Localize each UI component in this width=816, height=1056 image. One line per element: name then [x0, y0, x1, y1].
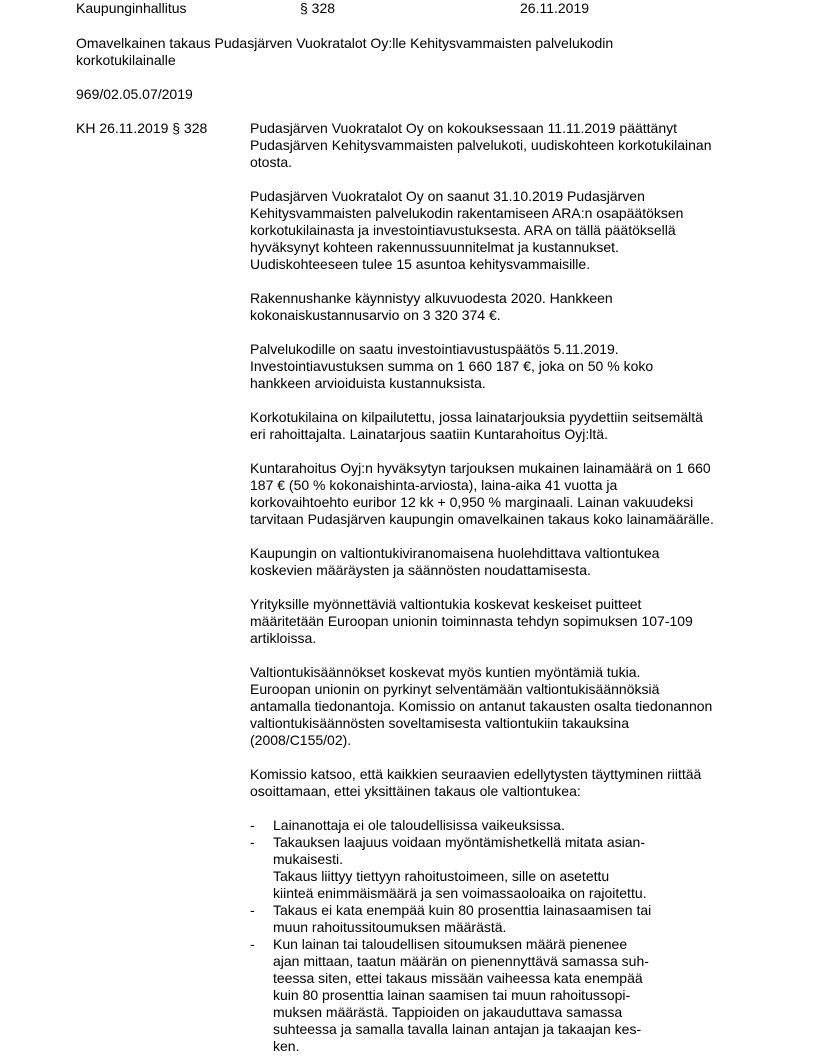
condition-line: Takaus liittyy tiettyyn rahoitustoimeen, sille on asetettu [273, 868, 610, 884]
body-paragraphs [250, 120, 790, 800]
list-bullet-icon: - [250, 902, 255, 918]
list-bullet-icon: - [250, 834, 255, 850]
condition-line: teessa siten, ettei takaus missään vaiheessa kata enempää [273, 970, 643, 986]
condition-line: mukaisesti. [273, 851, 344, 867]
body-paragraph [250, 409, 790, 443]
paragraph-line: 187 € (50 % kokonaishinta-arviosta), laina-aika 41 vuotta ja [250, 477, 618, 493]
diary-number: 969/02.05.07/2019 [76, 86, 193, 102]
paragraph-line: Pudasjärven Vuokratalot Oy on kokouksessaan 11.11.2019 päättänyt [250, 120, 678, 136]
paragraph-line: korkotukilainasta ja investointiavustuksesta. ARA on tällä päätöksellä [250, 222, 676, 238]
paragraph-line: antamalla tiedonantoja. Komissio on antanut takausten osalta tiedonannon [250, 698, 713, 714]
header-organ: Kaupunginhallitus [76, 0, 187, 16]
condition-item [250, 817, 790, 834]
paragraph-line: Pudasjärven Vuokratalot Oy on saanut 31.10.2019 Pudasjärven [250, 188, 645, 204]
body-paragraph [250, 341, 790, 392]
paragraph-line: tarvitaan Pudasjärven kaupungin omavelkainen takaus koko lainamäärälle. [250, 511, 714, 527]
paragraph-line: otosta. [250, 154, 293, 170]
condition-line: kiinteä enimmäismäärä ja sen voimassaoloaika on rajoitettu. [273, 885, 647, 901]
condition-line: Lainanottaja ei ole taloudellisissa vaikeuksissa. [273, 817, 565, 833]
body-paragraph [250, 290, 790, 324]
condition-line: Takaus ei kata enempää kuin 80 prosenttia lainasaamisen tai [273, 902, 652, 918]
paragraph-line: Yrityksille myönnettäviä valtiontukia koskevat keskeiset puitteet [250, 596, 642, 612]
condition-line: kuin 80 prosenttia lainan saamisen tai muun rahoitussopi- [273, 987, 631, 1003]
paragraph-line: osoittamaan, ettei yksittäinen takaus ole valtiontukea: [250, 783, 581, 799]
paragraph-line: Investointiavustuksen summa on 1 660 187 €, joka on 50 % koko [250, 358, 654, 374]
condition-item [250, 936, 790, 1055]
paragraph-line: Rakennushanke käynnistyy alkuvuodesta 2020. Hankkeen [250, 290, 613, 306]
paragraph-line: Kuntarahoitus Oyj:n hyväksytyn tarjouksen mukainen lainamäärä on 1 660 [250, 460, 711, 476]
paragraph-line: koskevien määräysten ja säännösten noudattamisesta. [250, 562, 591, 578]
document-body [250, 120, 790, 1055]
body-paragraph [250, 545, 790, 579]
paragraph-line: Valtiontukisäännökset koskevat myös kuntien myöntämiä tukia. [250, 664, 641, 680]
body-paragraph [250, 188, 790, 273]
header-date: 26.11.2019 [520, 0, 590, 16]
paragraph-line: Uudiskohteeseen tulee 15 asuntoa kehitysvammaisille. [250, 256, 591, 272]
paragraph-line: Korkotukilaina on kilpailutettu, jossa lainatarjouksia pyydettiin seitsemältä [250, 409, 703, 425]
condition-line: muksen määrästä. Tappioiden on jakauduttava samassa [273, 1004, 623, 1020]
body-paragraph [250, 596, 790, 647]
paragraph-line: Kaupungin on valtiontukiviranomaisena huolehdittava valtiontukea [250, 545, 660, 561]
paragraph-line: Pudasjärven Kehitysvammaisten palvelukoti, uudiskohteen korkotukilainan [250, 137, 712, 153]
paragraph-line: määritetään Euroopan unionin toiminnasta tehdyn sopimuksen 107-109 [250, 613, 693, 629]
condition-line: Kun lainan tai taloudellisen sitoumuksen määrä pienenee [273, 936, 628, 952]
body-paragraph [250, 120, 790, 171]
header-paragraph-number: § 328 [300, 0, 336, 16]
paragraph-line: hyväksynyt kohteen rakennussuunnitelmat ja kustannukset. [250, 239, 619, 255]
title-line: korkotukilainalle [76, 52, 176, 68]
paragraph-line: Euroopan unionin on pyrkinyt selventämään valtiontukisäännöksiä [250, 681, 660, 697]
document-title [76, 35, 776, 69]
paragraph-line: Komissio katsoo, että kaikkien seuraavien edellytysten täyttyminen riittää [250, 766, 702, 782]
paragraph-line: (2008/C155/02). [250, 732, 352, 748]
meeting-reference: KH 26.11.2019 § 328 [76, 120, 208, 136]
condition-line: ajan mittaan, taatun määrän on pienennyttävä samassa suh- [273, 953, 649, 969]
condition-item [250, 834, 790, 902]
paragraph-line: korkovaihtoehto euribor 12 kk + 0,950 % marginaali. Lainan vakuudeksi [250, 494, 694, 510]
list-bullet-icon: - [250, 817, 255, 833]
paragraph-line: valtiontukisäännösten soveltamisesta valtiontukiin takauksina [250, 715, 629, 731]
paragraph-line: eri rahoittajalta. Lainatarjous saatiin Kuntarahoitus Oyj:ltä. [250, 426, 608, 442]
body-paragraph [250, 766, 790, 800]
paragraph-line: Palvelukodille on saatu investointiavustuspäätös 5.11.2019. [250, 341, 619, 357]
condition-line: Takauksen laajuus voidaan myöntämishetkellä mitata asian- [273, 834, 645, 850]
title-line: Omavelkainen takaus Pudasjärven Vuokratalot Oy:lle Kehitysvammaisten palvelukodin [76, 35, 614, 51]
body-paragraph [250, 664, 790, 749]
condition-line: suhteessa ja samalla tavalla lainan antajan ja takaajan kes- [273, 1021, 642, 1037]
condition-item [250, 902, 790, 936]
paragraph-line: artikloissa. [250, 630, 317, 646]
paragraph-line: Kehitysvammaisten palvelukodin rakentamiseen ARA:n osapäätöksen [250, 205, 684, 221]
condition-line: muun rahoitussitoumuksen määrästä. [273, 919, 507, 935]
condition-line: ken. [273, 1038, 300, 1054]
paragraph-line: hankkeen arvioiduista kustannuksista. [250, 375, 486, 391]
conditions-list [250, 817, 790, 1055]
list-bullet-icon: - [250, 936, 255, 952]
body-paragraph [250, 460, 790, 528]
paragraph-line: kokonaiskustannusarvio on 3 320 374 €. [250, 307, 501, 323]
